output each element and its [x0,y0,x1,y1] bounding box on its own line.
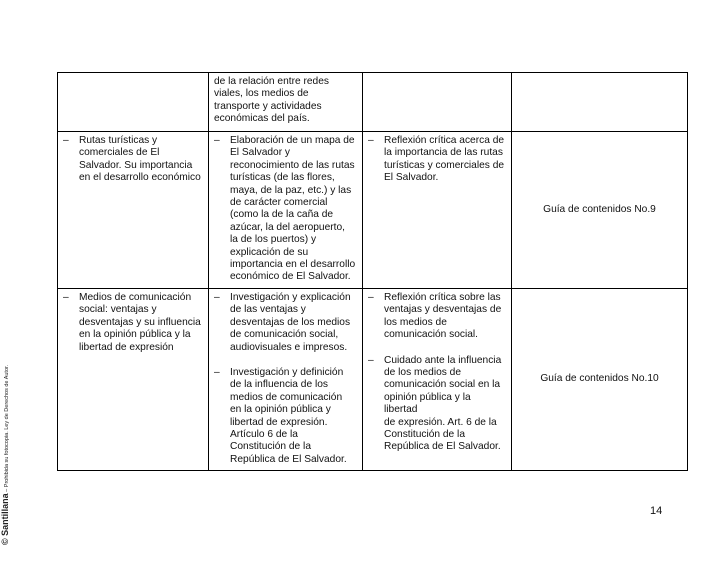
page-number: 14 [650,505,663,517]
list-item [63,292,203,354]
list-item [214,292,357,354]
list-item [214,367,357,466]
contents-cell [58,73,209,132]
list-item-text: Rutas turísticas y comerciales de El Salvador. Su importancia en el desarrollo económico [79,135,201,184]
list-item-text: Investigación y explicación de las ventajas y desventajas de los medios de comunicación social, audiovisuales e impresos. [230,291,351,353]
list-item [368,135,506,185]
content-table [57,72,688,471]
guide-cell: Guía de contenidos No.9 [512,132,688,289]
table-row [58,288,688,470]
attitudes-cell [363,288,512,470]
activities-cell [209,132,363,289]
list-item [368,292,506,342]
list-item-text: Medios de comunicación social: ventajas y desventajas y su influencia en la opinión pública y la libertad de expresión [79,291,201,353]
attitudes-cell [363,73,512,132]
list-item-text: Reflexión crítica acerca de la importancia de las rutas turísticas y comerciales de El Salvador. [384,135,505,184]
contents-cell [58,132,209,289]
dash-marker: – [368,291,374,303]
copyright-notice [0,345,10,545]
activities-cell [209,288,363,470]
guide-cell [512,73,688,132]
copyright-text: – Prohibida su fotocopia. Ley de Derechos de Autor. [4,364,10,494]
dash-marker: – [63,291,69,303]
contents-cell [58,288,209,470]
list-item-text: Elaboración de un mapa de El Salvador y reconocimiento de las rutas turísticas (de las flores, maya, de la paz, etc.) y las de carácter comercial (como la de la caña de azúcar, la del aeropuerto, la de los puertos) y explicación de su importancia en el desarrollo económico de El Salvador. [230,135,356,283]
dash-marker: – [214,366,220,378]
table-row [58,132,688,289]
dash-marker: – [368,135,374,146]
publisher-brand: © Santillana [0,493,10,545]
dash-marker: – [214,291,220,303]
dash-marker: – [63,135,69,146]
list-item [368,355,506,454]
continued-text: de la relación entre redes viales, los medios de transporte y actividades económicas del país. [214,76,329,125]
guide-cell: Guía de contenidos No.10 [512,288,688,470]
list-item-text: Reflexión crítica sobre las ventajas y desventajas de los medios de comunicación social. [384,291,502,341]
list-item [214,135,357,284]
list-item-text: Investigación y definición de la influencia de los medios de comunicación en la opinión pública y libertad de expresión. Artículo 6 de la Constitución de la República de El Salvador. [230,366,347,465]
list-item [63,135,203,185]
attitudes-cell [363,132,512,289]
dash-marker: – [214,135,220,146]
table-row [58,73,688,132]
dash-marker: – [368,354,374,366]
list-item-text: Cuidado ante la influencia de los medios de comunicación social en la opinión pública y la libertad de expresión. Art. 6 de la Constitución de la República de El Salvador. [384,354,502,453]
activities-cell [209,73,363,132]
